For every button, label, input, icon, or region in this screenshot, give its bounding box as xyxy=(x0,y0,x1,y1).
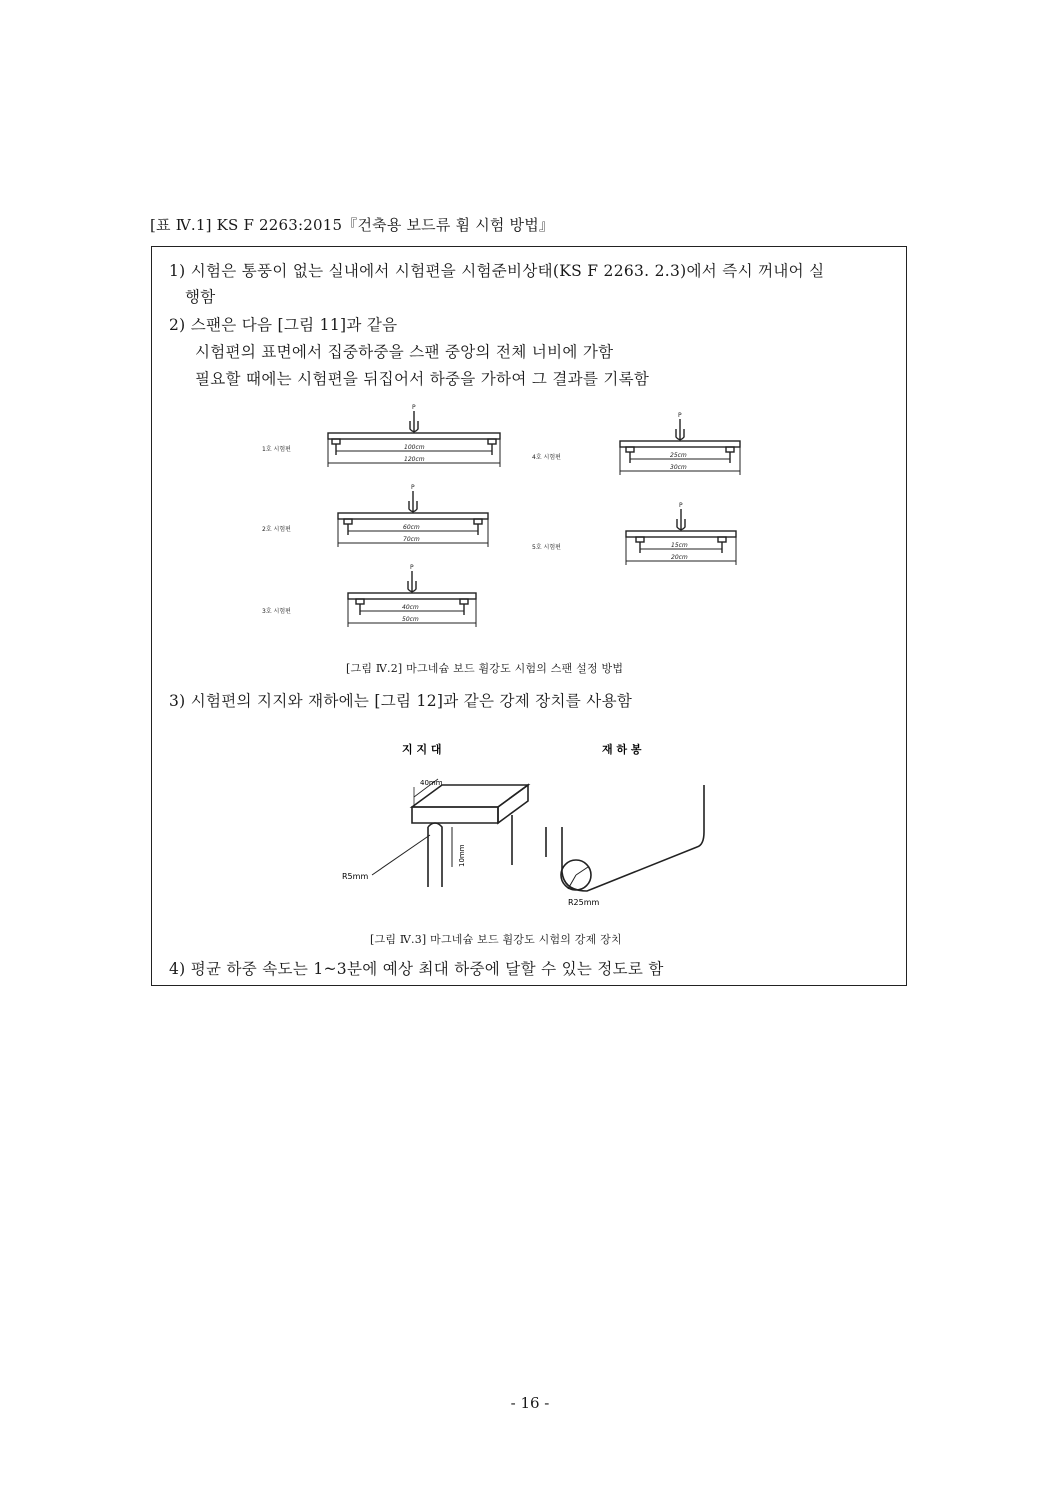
length-label: 30cm xyxy=(670,464,687,471)
support-title: 지 지 대 xyxy=(402,743,442,756)
height-label: 10mm xyxy=(458,844,466,867)
specimen-1 xyxy=(262,404,500,467)
item-4: 4) 평균 하중 속도는 1~3분에 예상 최대 하중에 달할 수 있는 정도로 함 xyxy=(169,960,664,978)
load-symbol: P xyxy=(411,484,415,491)
page-number: - 16 - xyxy=(510,1394,550,1412)
figure-2-caption: [그림 Ⅳ.2] 마그네슘 보드 휨강도 시험의 스팬 설정 방법 xyxy=(346,662,624,675)
specimen-label: 3호 시험편 xyxy=(262,608,291,615)
length-label: 20cm xyxy=(671,554,688,561)
width-label: 40mm xyxy=(420,779,443,787)
specimen-4 xyxy=(532,412,740,475)
specimen-2 xyxy=(262,484,488,547)
load-symbol: P xyxy=(679,502,683,509)
specimen-3 xyxy=(262,564,476,627)
item-2-line-1: 2) 스팬은 다음 [그림 11]과 같음 xyxy=(169,316,398,334)
specimen-5 xyxy=(532,502,736,565)
loader-title: 재 하 봉 xyxy=(602,743,642,756)
content-box xyxy=(151,246,907,986)
apparatus-figure xyxy=(332,727,732,921)
load-symbol: P xyxy=(412,404,416,411)
item-2-line-3: 필요할 때에는 시험편을 뒤집어서 하중을 가하여 그 결과를 기록함 xyxy=(195,370,650,388)
span-label: 100cm xyxy=(404,444,425,451)
radius-loader-label: R25mm xyxy=(568,898,600,907)
specimen-label: 4호 시험편 xyxy=(532,454,561,461)
loader-rod xyxy=(546,785,704,891)
load-symbol: P xyxy=(678,412,682,419)
span-label: 25cm xyxy=(670,452,687,459)
span-label: 40cm xyxy=(402,604,419,611)
specimen-label: 1호 시험편 xyxy=(262,446,291,453)
item-1-line-1: 1) 시험은 통풍이 없는 실내에서 시험편을 시험준비상태(KS F 2263. 2.3)에서 즉시 꺼내어 실 xyxy=(169,262,825,280)
load-symbol: P xyxy=(410,564,414,571)
length-label: 70cm xyxy=(403,536,420,543)
span-setting-figure xyxy=(262,399,782,651)
span-label: 60cm xyxy=(403,524,420,531)
item-3: 3) 시험편의 지지와 재하에는 [그림 12]과 같은 강제 장치를 사용함 xyxy=(169,692,633,710)
length-label: 50cm xyxy=(402,616,419,623)
radius-support-label: R5mm xyxy=(342,872,369,881)
table-caption: [표 Ⅳ.1] KS F 2263:2015『건축용 보드류 휨 시험 방법』 xyxy=(150,216,555,234)
specimen-label: 2호 시험편 xyxy=(262,526,291,533)
span-label: 15cm xyxy=(671,542,688,549)
item-2-line-2: 시험편의 표면에서 집중하중을 스팬 중앙의 전체 너비에 가함 xyxy=(195,343,614,361)
figure-3-caption: [그림 Ⅳ.3] 마그네슘 보드 휨강도 시험의 강제 장치 xyxy=(370,933,622,946)
length-label: 120cm xyxy=(404,456,425,463)
specimen-label: 5호 시험편 xyxy=(532,544,561,551)
item-1-line-2: 행함 xyxy=(185,288,216,306)
